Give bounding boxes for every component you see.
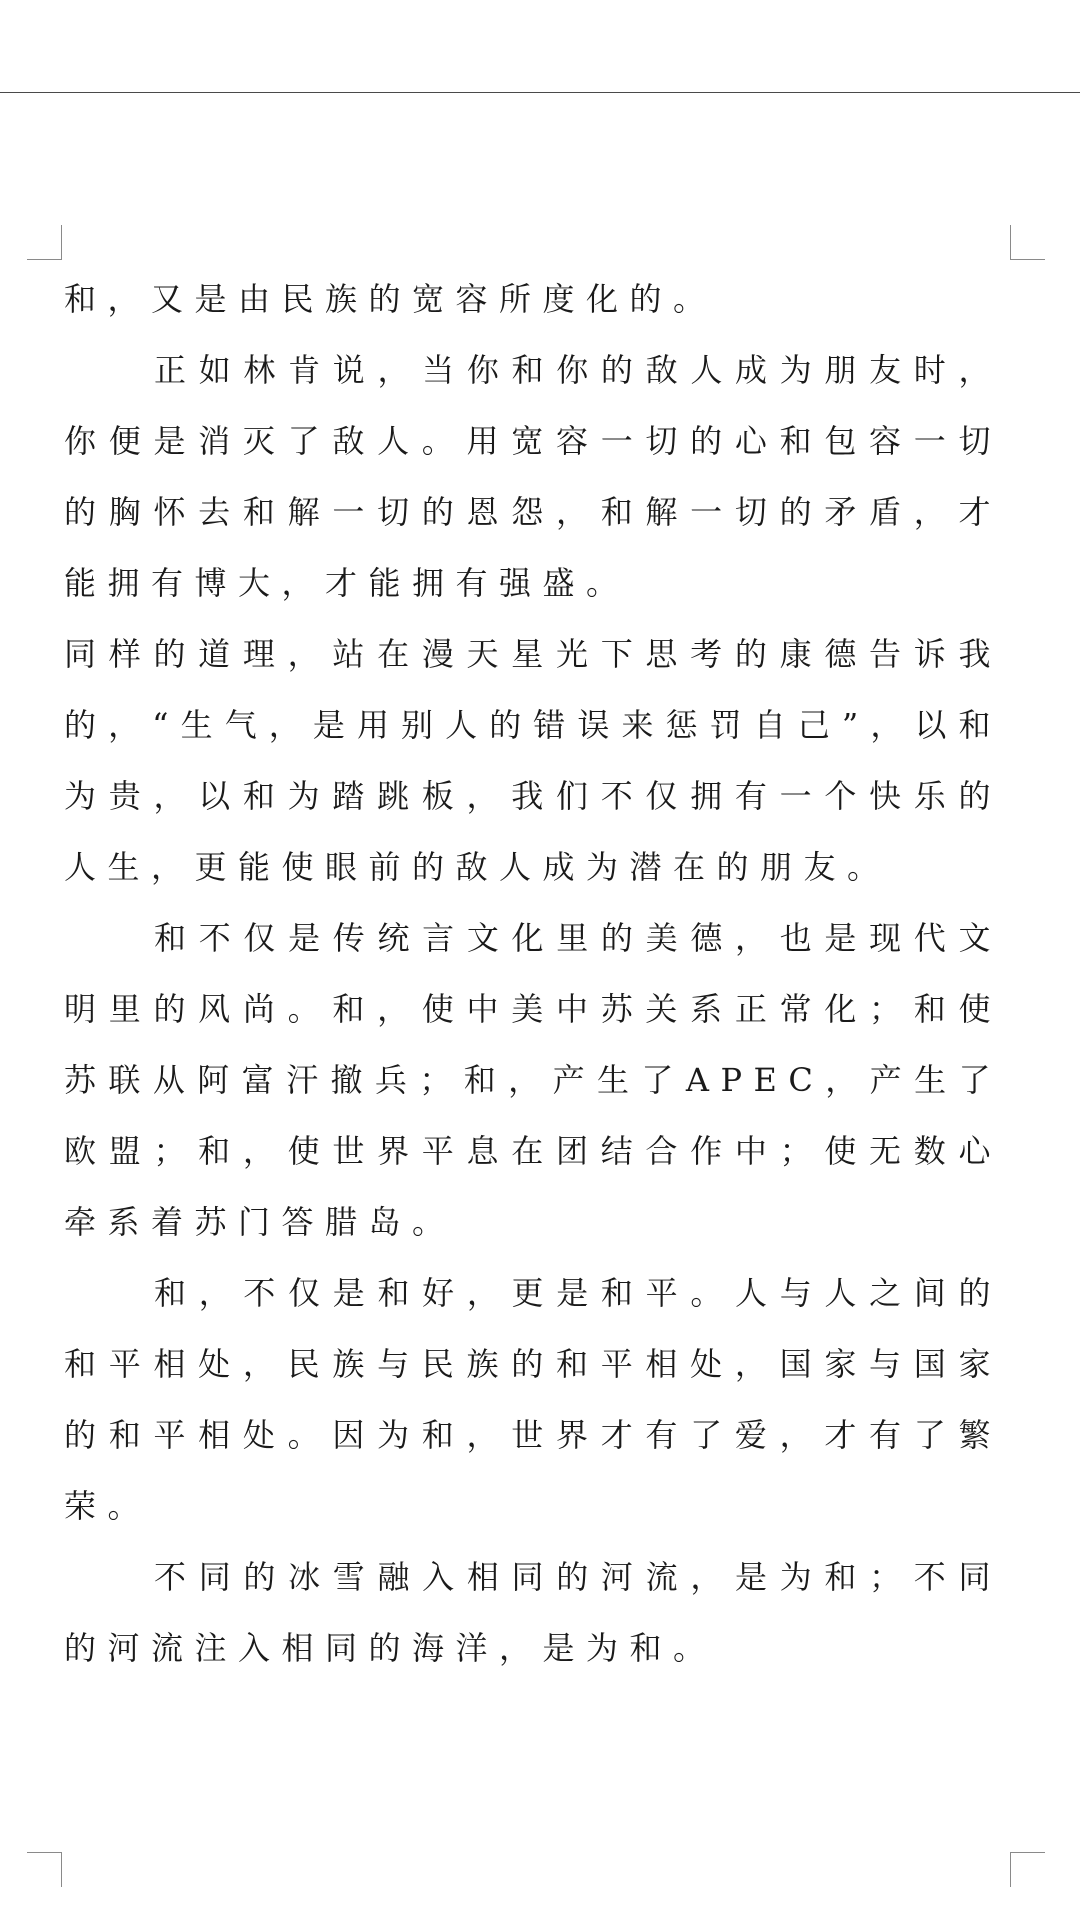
crop-mark-top-right <box>1010 225 1045 260</box>
document-body <box>64 264 1002 1684</box>
paragraph-5: 和，不仅是和好，更是和平。人与人之间的和平相处，民族与民族的和平相处，国家与国家的和平相处。因为和，世界才有了爱，才有了繁荣。 <box>64 1274 1002 1525</box>
paragraph-3: 同样的道理，站在漫天星光下思考的康德告诉我的，“生气，是用别人的错误来惩罚自己”，以和为贵，以和为踏跳板，我们不仅拥有一个快乐的人生，更能使眼前的敌人成为潜在的朋友。 <box>64 635 1002 886</box>
paragraph-6: 不同的冰雪融入相同的河流，是为和；不同的河流注入相同的海洋，是为和。 <box>64 1558 1002 1667</box>
header-rule <box>0 92 1080 93</box>
crop-mark-bottom-left <box>27 1852 62 1887</box>
paragraph-4: 和不仅是传统言文化里的美德，也是现代文明里的风尚。和，使中美中苏关系正常化；和使苏联从阿富汗撤兵；和，产生了APEC，产生了欧盟；和，使世界平息在团结合作中；使无数心牵系着苏门答腊岛。 <box>64 919 1002 1241</box>
crop-mark-top-left <box>27 225 62 260</box>
crop-mark-bottom-right <box>1010 1852 1045 1887</box>
paragraph-2: 正如林肯说，当你和你的敌人成为朋友时，你便是消灭了敌人。用宽容一切的心和包容一切的胸怀去和解一切的恩怨，和解一切的矛盾，才能拥有博大，才能拥有强盛。 <box>64 351 1002 602</box>
paragraph-1: 和，又是由民族的宽容所度化的。 <box>64 280 717 318</box>
